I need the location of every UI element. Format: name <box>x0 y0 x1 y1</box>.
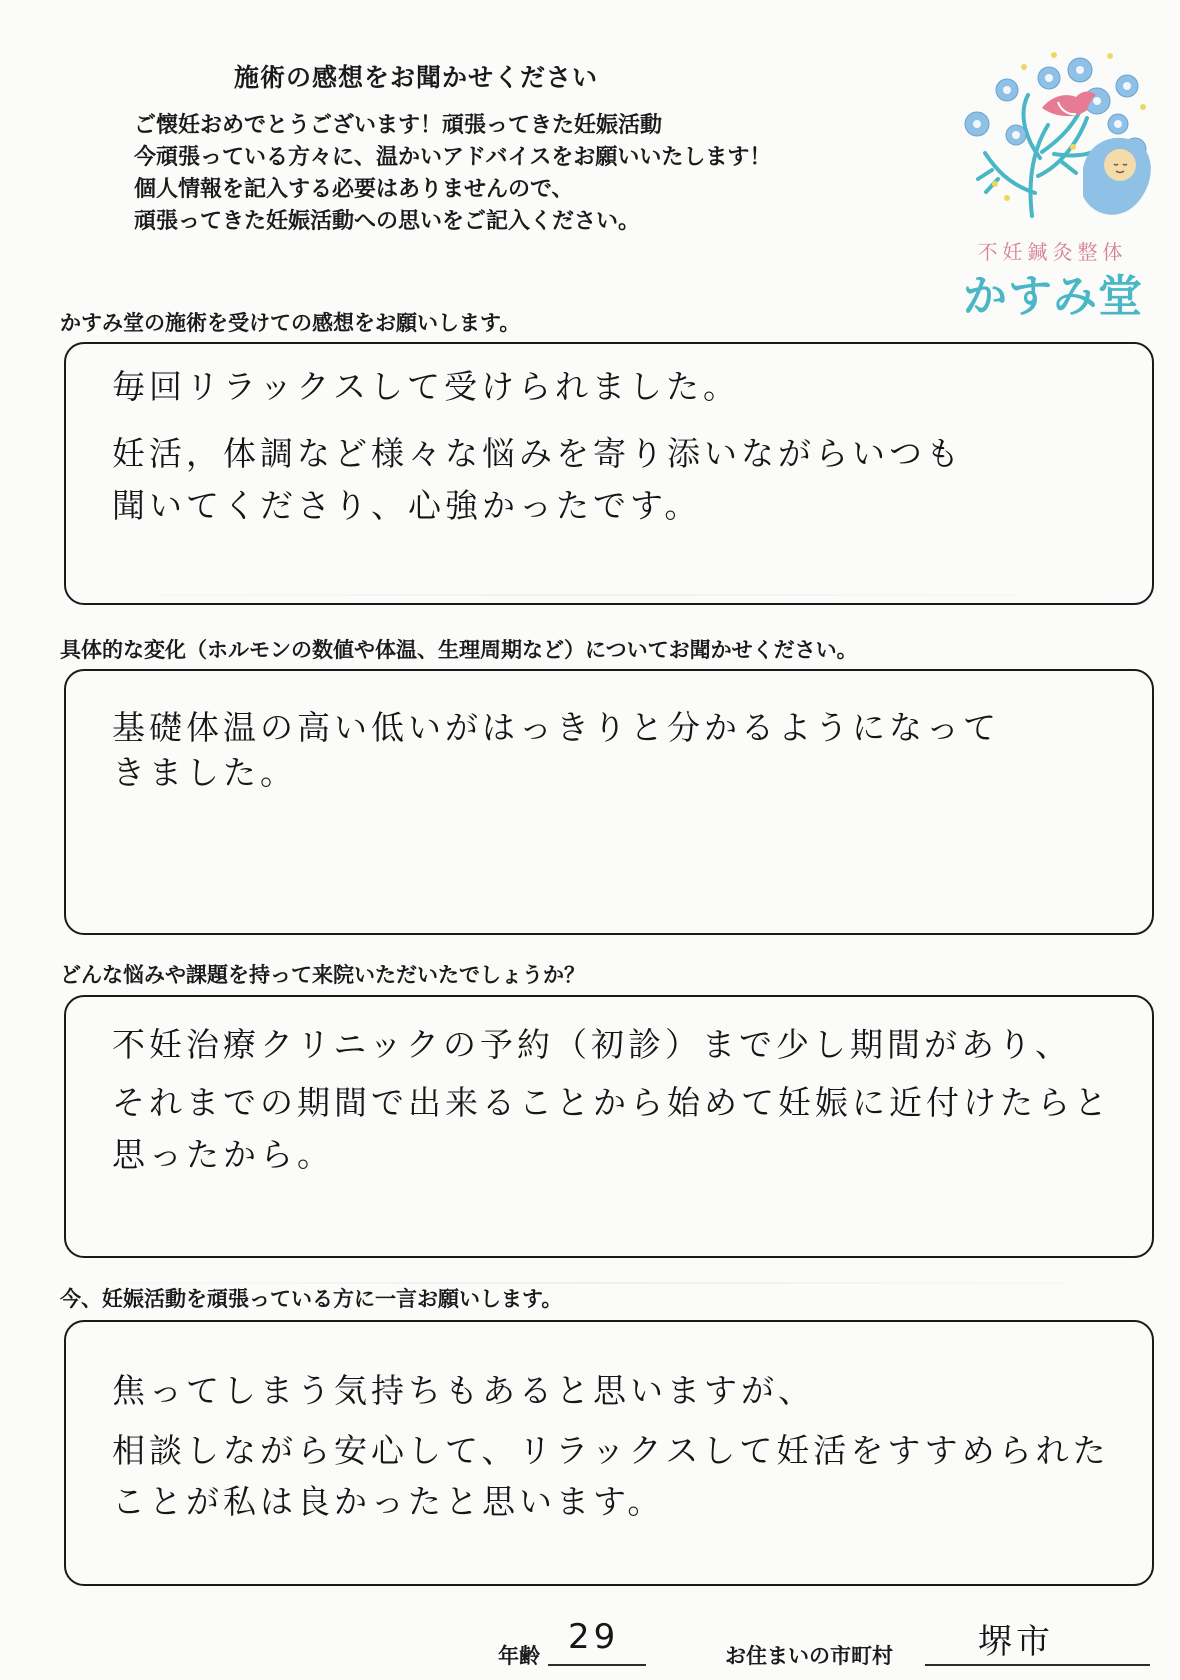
answer-line: 基礎体温の高い低いがはっきりと分かるようになって <box>112 708 1000 747</box>
section-label-message: 今、妊娠活動を頑張っている方に一言お願いします。 <box>60 1287 563 1311</box>
section-label-impressions: かすみ堂の施術を受けての感想をお願いします。 <box>60 311 521 335</box>
answer-line: 焦ってしまう気持ちもあると思いますが、 <box>112 1371 815 1410</box>
clinic-logo <box>950 28 1160 322</box>
answer-line: ことが私は良かったと思います。 <box>112 1482 665 1521</box>
answer-line: 聞いてくださり、心強かったです。 <box>112 486 702 525</box>
answer-line: 相談しながら安心して、リラックスして妊活をすすめられた <box>112 1431 1110 1470</box>
answer-line: それまでの期間で出来ることから始めて妊娠に近付けたらと <box>112 1083 1111 1122</box>
answer-line: きました。 <box>112 753 297 792</box>
flower-bird-baby-logo-icon <box>950 28 1160 238</box>
answer-line: 不妊治療クリニックの予約（初診）まで少し期間があり、 <box>112 1025 1073 1064</box>
form-title: 施術の感想をお聞かせください <box>234 63 599 92</box>
age-underline <box>548 1664 646 1666</box>
age-value: 29 <box>568 1617 620 1657</box>
section-label-concerns: どんな悩みや課題を持って来院いただいたでしょうか？ <box>60 963 585 987</box>
logo-name: かすみ堂 <box>963 271 1143 322</box>
answer-line: 妊活，体調など様々な悩みを寄り添いながらいつも <box>112 434 963 473</box>
answer-line: 毎回リラックスして受けられました。 <box>112 367 741 406</box>
answer-line: 思ったから。 <box>112 1135 334 1174</box>
section-label-changes: 具体的な変化（ホルモンの数値や体温、生理周期など）についてお聞かせください。 <box>60 638 858 662</box>
age-label: 年齢 <box>498 1644 540 1668</box>
intro-line: 頑張ってきた妊娠活動への思いをご記入ください。 <box>134 209 641 234</box>
city-underline <box>925 1664 1150 1666</box>
intro-line: 個人情報を記入する必要はありませんので、 <box>134 177 574 202</box>
city-label: お住まいの市町村 <box>725 1644 893 1668</box>
city-value: 堺市 <box>978 1622 1054 1662</box>
intro-line: ご懐妊おめでとうございます！頑張ってきた妊娠活動 <box>134 113 663 138</box>
intro-line: 今頑張っている方々に、温かいアドバイスをお願いいたします！ <box>134 145 772 170</box>
intro-text <box>134 110 874 238</box>
logo-subtitle: 不妊鍼灸整体 <box>977 240 1128 264</box>
